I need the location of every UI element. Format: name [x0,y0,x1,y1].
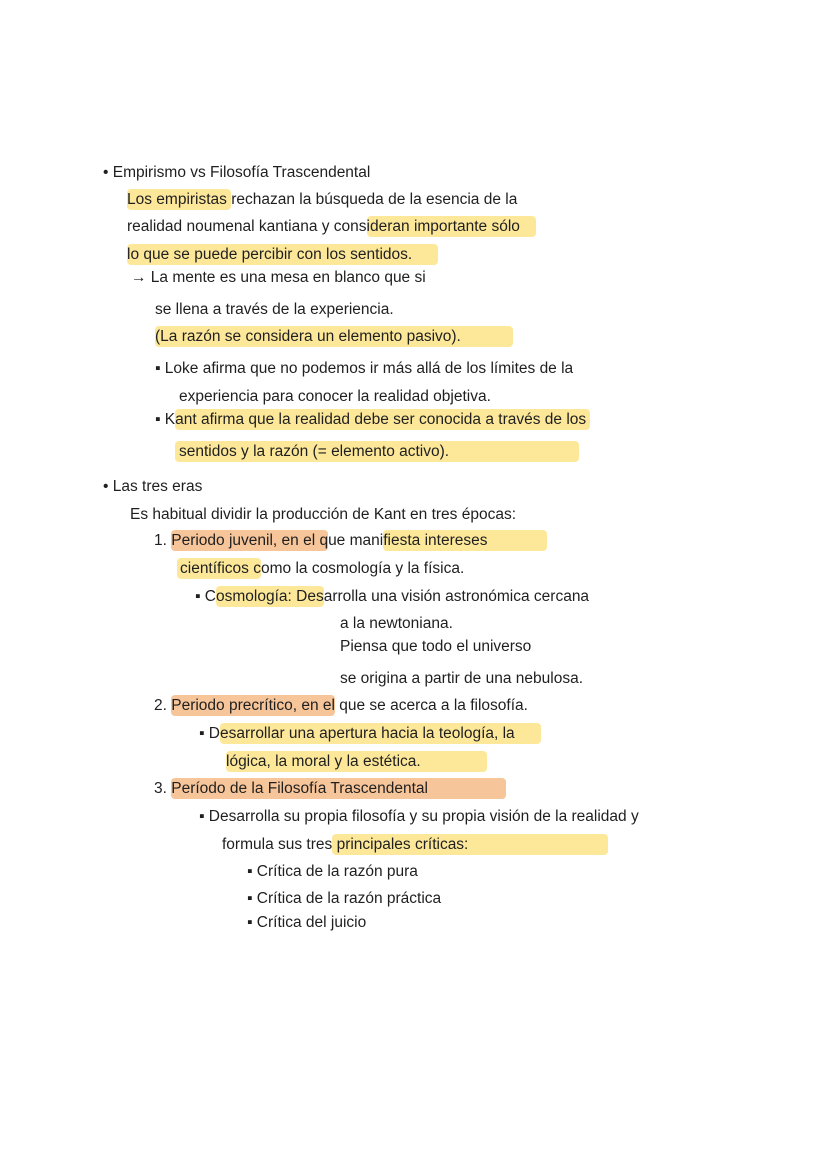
section-title-eras: • Las tres eras [103,478,203,495]
text-span: ▪ D [199,725,220,742]
highlight-yellow: científicos c [177,558,261,579]
text-span: ▪ C [195,588,216,605]
eras-intro: Es habitual dividir la producción de Kant en tres épocas: [130,506,517,523]
critica-item: ▪ Crítica del juicio [247,914,367,931]
paragraph-line [127,190,517,210]
highlight-yellow: (La razón se considera un elemento pasivo). [155,326,513,347]
era-1 [154,531,547,551]
bullet-loke-continued: experiencia para conocer la realidad objetiva. [179,388,491,405]
critica-item: ▪ Crítica de la razón pura [247,863,418,880]
arrow-line-continued: se llena a través de la experiencia. [155,301,394,318]
bullet-apertura [199,724,541,744]
list-number: 3. [154,780,172,797]
highlight-yellow: sentidos y la razón (= elemento activo). [175,441,579,462]
bullet-loke: ▪ Loke afirma que no podemos ir más allá de los límites de la [155,360,574,377]
era-1-continued [177,559,464,579]
bullet-kant [155,410,590,430]
cosmologia-line-3: Piensa que todo el universo [340,638,532,655]
highlight-yellow: principales críticas: [332,834,608,855]
highlight-yellow: lógica, la moral y la estética. [226,751,487,772]
cosmologia-line-2: a la newtoniana. [340,615,453,632]
passive-line [155,327,513,347]
cosmologia-line-4: se origina a partir de una nebulosa. [340,670,583,687]
section-title-empirismo: • Empirismo vs Filosofía Trascendental [103,164,371,181]
text-span: rechazan la búsqueda de la esencia de la [231,191,518,208]
bullet-desarrolla-continued [222,835,608,855]
highlight-yellow: ideran importante sólo [367,216,536,237]
critica-item: ▪ Crítica de la razón práctica [247,890,442,907]
highlight-yellow: lo que se puede percibir con los sentidos. [127,244,438,265]
highlight-yellow: osmología: Des [216,588,324,605]
highlight-yellow: fiesta intereses [383,530,547,551]
paragraph-line [127,217,536,237]
highlight-orange: Período de la Filosofía Trascendental [171,778,506,799]
text-span: que se acerca a la filosofía. [334,697,528,714]
text-span: realidad noumenal kantiana y cons [127,218,367,235]
bullet-cosmologia [195,587,589,607]
bullet-apertura-continued [226,752,487,772]
list-number: 2. [154,697,172,714]
highlight-yellow: Los empiristas [127,191,232,208]
highlight-yellow: ant afirma que la realidad debe ser conocida a través de los [175,409,590,430]
bullet-kant-continued [175,442,579,462]
bullet-desarrolla: ▪ Desarrolla su propia filosofía y su propia visión de la realidad y [199,808,639,825]
text-span: arrolla una visión astronómica cercana [323,588,590,605]
text-span: formula sus tres [222,836,333,853]
paragraph-line [127,245,438,265]
era-3 [154,779,506,799]
text-span: ▪ K [155,411,176,428]
highlight-orange: Periodo precrítico, en el [171,697,335,714]
era-2 [154,696,528,716]
arrow-line: → La mente es una mesa en blanco que si [131,269,426,286]
highlight-orange: Periodo juvenil, en el q [171,532,329,549]
text-span: omo la cosmología y la física. [260,560,465,577]
highlight-yellow: esarrollar una apertura hacia la teología, la [220,723,541,744]
list-number: 1. [154,532,172,549]
text-span: ue mani [328,532,384,549]
